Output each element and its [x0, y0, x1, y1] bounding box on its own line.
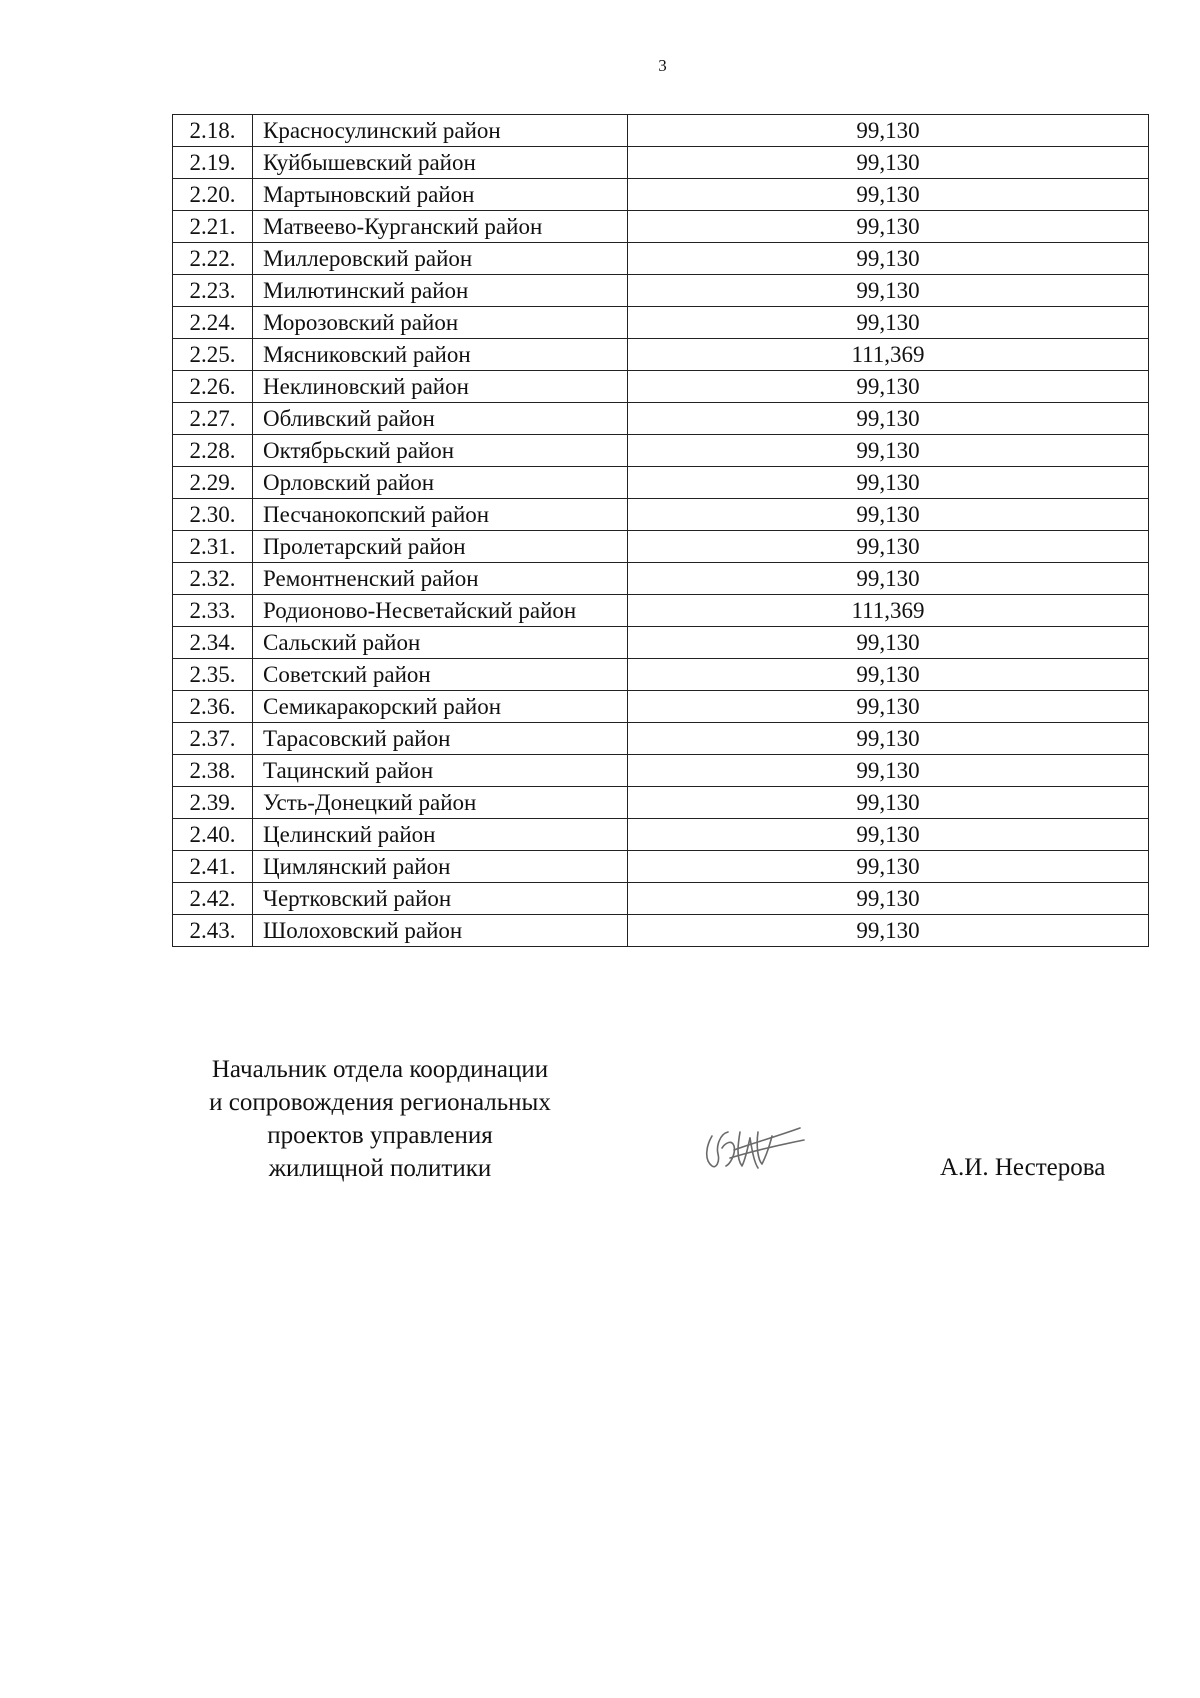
table-body: [173, 115, 1149, 947]
table-row: [173, 467, 1149, 499]
district-value: 99,130: [628, 819, 1149, 851]
district-value: 99,130: [628, 371, 1149, 403]
row-number: 2.22.: [173, 243, 253, 275]
district-value: 99,130: [628, 435, 1149, 467]
district-name: Морозовский район: [253, 307, 628, 339]
table-row: [173, 659, 1149, 691]
row-number: 2.40.: [173, 819, 253, 851]
table-row: [173, 211, 1149, 243]
district-value: 99,130: [628, 499, 1149, 531]
row-number: 2.37.: [173, 723, 253, 755]
district-name: Пролетарский район: [253, 531, 628, 563]
district-value: 99,130: [628, 467, 1149, 499]
district-name: Сальский район: [253, 627, 628, 659]
row-number: 2.31.: [173, 531, 253, 563]
table-row: [173, 243, 1149, 275]
district-value: 99,130: [628, 563, 1149, 595]
table-row: [173, 851, 1149, 883]
row-number: 2.25.: [173, 339, 253, 371]
district-name: Целинский район: [253, 819, 628, 851]
signatory-position: [165, 1053, 595, 1185]
table-row: [173, 691, 1149, 723]
row-number: 2.20.: [173, 179, 253, 211]
row-number: 2.36.: [173, 691, 253, 723]
position-line-1: Начальник отдела координации: [211, 1056, 549, 1083]
district-value: 99,130: [628, 307, 1149, 339]
district-name: Усть-Донецкий район: [253, 787, 628, 819]
row-number: 2.35.: [173, 659, 253, 691]
district-name: Чертковский район: [253, 883, 628, 915]
district-value: 99,130: [628, 275, 1149, 307]
position-line-4: жилищной политики: [268, 1155, 492, 1182]
district-name: Семикаракорский район: [253, 691, 628, 723]
row-number: 2.21.: [173, 211, 253, 243]
handwritten-signature-icon: [700, 1118, 810, 1178]
district-table: [172, 114, 1149, 947]
district-name: Мясниковский район: [253, 339, 628, 371]
district-name: Октябрьский район: [253, 435, 628, 467]
table-row: [173, 115, 1149, 147]
district-name: Тацинский район: [253, 755, 628, 787]
row-number: 2.19.: [173, 147, 253, 179]
table-row: [173, 435, 1149, 467]
table-row: [173, 883, 1149, 915]
district-value: 99,130: [628, 243, 1149, 275]
table-row: [173, 339, 1149, 371]
district-name: Миллеровский район: [253, 243, 628, 275]
district-value: 99,130: [628, 115, 1149, 147]
district-name: Песчанокопский район: [253, 499, 628, 531]
row-number: 2.26.: [173, 371, 253, 403]
row-number: 2.23.: [173, 275, 253, 307]
table-row: [173, 755, 1149, 787]
district-name: Родионово-Несветайский район: [253, 595, 628, 627]
row-number: 2.30.: [173, 499, 253, 531]
row-number: 2.28.: [173, 435, 253, 467]
district-name: Тарасовский район: [253, 723, 628, 755]
district-value: 99,130: [628, 531, 1149, 563]
table-row: [173, 627, 1149, 659]
district-name: Шолоховский район: [253, 915, 628, 947]
district-name: Обливский район: [253, 403, 628, 435]
district-name: Милютинский район: [253, 275, 628, 307]
district-name: Орловский район: [253, 467, 628, 499]
table-row: [173, 819, 1149, 851]
district-name: Советский район: [253, 659, 628, 691]
row-number: 2.24.: [173, 307, 253, 339]
row-number: 2.41.: [173, 851, 253, 883]
row-number: 2.29.: [173, 467, 253, 499]
table-row: [173, 275, 1149, 307]
district-value: 99,130: [628, 147, 1149, 179]
position-line-3: проектов управления: [267, 1122, 493, 1149]
district-value: 111,369: [628, 339, 1149, 371]
district-name: Неклиновский район: [253, 371, 628, 403]
district-value: 99,130: [628, 787, 1149, 819]
table-row: [173, 179, 1149, 211]
table-row: [173, 563, 1149, 595]
table-row: [173, 915, 1149, 947]
district-value: 99,130: [628, 723, 1149, 755]
district-name: Ремонтненский район: [253, 563, 628, 595]
district-name: Цимлянский район: [253, 851, 628, 883]
district-value: 99,130: [628, 403, 1149, 435]
table-row: [173, 595, 1149, 627]
signer-name: А.И. Нестерова: [940, 1154, 1106, 1181]
district-name: Матвеево-Курганский район: [253, 211, 628, 243]
district-value: 99,130: [628, 179, 1149, 211]
table-row: [173, 499, 1149, 531]
district-value: 99,130: [628, 851, 1149, 883]
row-number: 2.34.: [173, 627, 253, 659]
table-row: [173, 723, 1149, 755]
table-row: [173, 147, 1149, 179]
district-name: Красносулинский район: [253, 115, 628, 147]
row-number: 2.32.: [173, 563, 253, 595]
district-value: 99,130: [628, 659, 1149, 691]
district-value: 99,130: [628, 883, 1149, 915]
district-value: 99,130: [628, 211, 1149, 243]
row-number: 2.38.: [173, 755, 253, 787]
district-value: 111,369: [628, 595, 1149, 627]
row-number: 2.27.: [173, 403, 253, 435]
district-value: 99,130: [628, 755, 1149, 787]
district-value: 99,130: [628, 915, 1149, 947]
district-value: 99,130: [628, 691, 1149, 723]
table-row: [173, 371, 1149, 403]
row-number: 2.33.: [173, 595, 253, 627]
district-name: Куйбышевский район: [253, 147, 628, 179]
table-row: [173, 787, 1149, 819]
table-row: [173, 307, 1149, 339]
row-number: 2.18.: [173, 115, 253, 147]
row-number: 2.43.: [173, 915, 253, 947]
position-line-2: и сопровождения региональных: [209, 1089, 551, 1116]
row-number: 2.42.: [173, 883, 253, 915]
table-row: [173, 531, 1149, 563]
district-value: 99,130: [628, 627, 1149, 659]
district-name: Мартыновский район: [253, 179, 628, 211]
row-number: 2.39.: [173, 787, 253, 819]
table-row: [173, 403, 1149, 435]
page-number: 3: [658, 56, 667, 75]
